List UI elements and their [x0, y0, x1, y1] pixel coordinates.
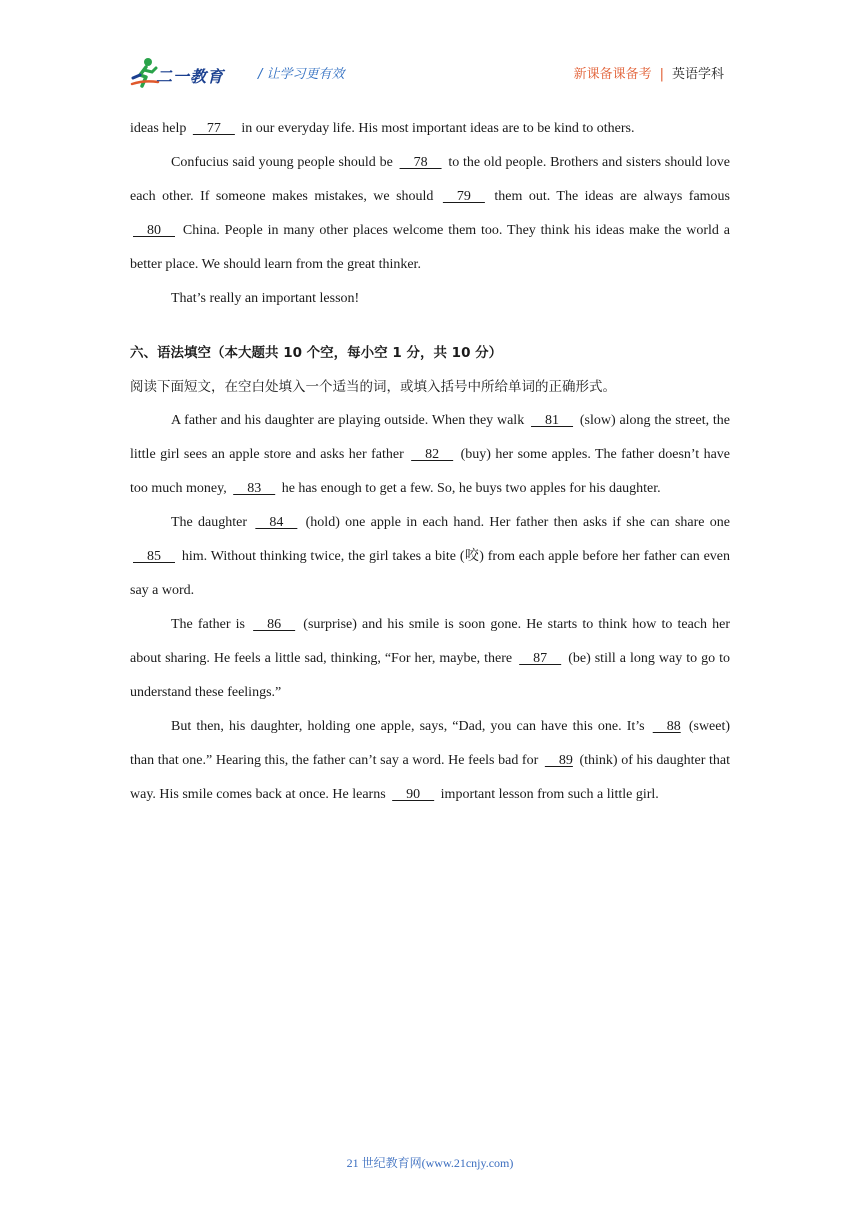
blank-84: 84	[255, 515, 298, 530]
blank-81: 81	[531, 413, 574, 428]
text: A father and his daughter are playing outside. When they walk	[171, 413, 525, 428]
blank-82: 82	[411, 447, 454, 462]
text: (hold) one apple in each hand. Her father then asks if she can share one	[305, 515, 730, 530]
subject-label: 英语学科	[671, 67, 724, 82]
blank-79: 79	[442, 189, 485, 204]
blank-78: 78	[399, 155, 442, 170]
text: (buy) her some apples. The father doesn’t have too much money,	[130, 447, 731, 496]
text: (slow) along the street, the little girl sees an apple store and asks her father	[130, 413, 731, 462]
text: (think) of his daughter that way. His smile comes back at once. He learns	[130, 753, 730, 802]
paragraph	[130, 146, 730, 282]
paragraph	[130, 404, 730, 506]
text: Confucius said young people should be	[171, 155, 393, 170]
text: The father is	[171, 617, 245, 632]
text: him. Without thinking twice, the girl takes a bite (咬) from each apple before her father can even say a word.	[130, 549, 730, 598]
text: (surprise) and his smile is soon gone. He starts to think how to teach her about sharing. He feels a little sad, thinking, “For her, maybe, there	[130, 617, 731, 666]
slogan: / 让学习更有效	[258, 67, 345, 82]
paragraph	[130, 710, 730, 812]
text: But then, his daughter, holding one apple, says, “Dad, you can have this one. It’s	[171, 719, 645, 734]
blank-80: 80	[133, 223, 175, 238]
text: to the old people. Brothers and sisters should love each other. If someone makes mistakes, we should	[130, 155, 730, 204]
text: he has enough to get a few. So, he buys two apples for his daughter.	[281, 481, 661, 496]
text: ideas help	[130, 121, 187, 136]
text: in our everyday life. His most important ideas are to be kind to others.	[241, 121, 635, 136]
text: (sweet) than that one.” Hearing this, the father can’t say a word. He feels bad for	[130, 719, 731, 768]
text: (be) still a long way to go to understand these feelings.”	[130, 651, 730, 700]
brand-logo	[130, 56, 240, 90]
blank-86: 86	[253, 617, 296, 632]
blank-90: 90	[392, 787, 435, 802]
paragraph	[130, 112, 730, 146]
course-label: 新课备课备考	[573, 67, 652, 82]
blank-88: 88	[652, 719, 681, 734]
text: China. People in many other places welcome them too. They think his ideas make the world a better place. We should learn from the great thinker.	[130, 223, 730, 272]
blank-87: 87	[519, 651, 562, 666]
text: The daughter	[171, 515, 248, 530]
section-title: 六、语法填空（本大题共 10 个空，每小空 1 分，共 10 分）	[130, 345, 503, 361]
document-body	[130, 112, 730, 812]
blank-89: 89	[544, 753, 573, 768]
logo-text: 二一教育	[156, 67, 225, 86]
header-separator: |	[659, 67, 664, 82]
text: them out. The ideas are always famous	[494, 189, 731, 204]
blank-83: 83	[233, 481, 276, 496]
blank-85: 85	[133, 549, 175, 564]
paragraph	[130, 506, 730, 608]
section-instructions: 阅读下面短文，在空白处填入一个适当的词，或填入括号中所给单词的正确形式。	[130, 379, 616, 395]
header-right	[574, 63, 724, 82]
text: important lesson from such a little girl.	[440, 787, 659, 802]
blank-77: 77	[192, 121, 235, 136]
paragraph	[130, 608, 730, 710]
paragraph: That’s really an important lesson!	[171, 291, 360, 306]
page-footer: 21 世纪教育网(www.21cnjy.com)	[346, 1156, 514, 1170]
page-header	[130, 56, 730, 90]
